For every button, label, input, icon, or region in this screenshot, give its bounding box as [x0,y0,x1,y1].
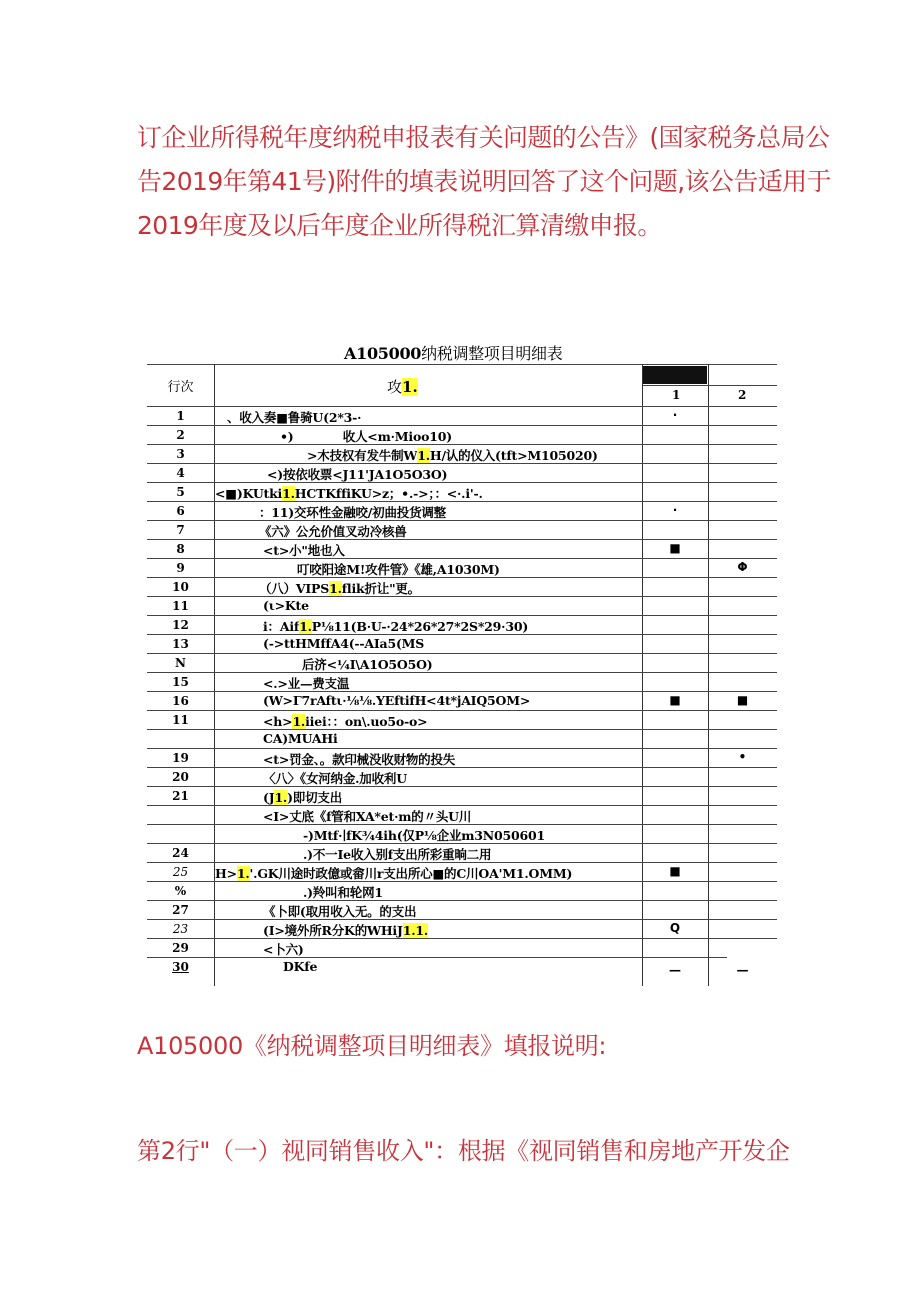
intro-paragraph [137,116,831,248]
table-row [147,425,777,444]
row-item-text-cont: HCTKffiKU>z；•.->；：<·.i'-. [294,486,483,501]
col-number-1: 1 [672,388,681,402]
row-number: 10 [172,580,189,594]
row-item-highlight: 1. [274,790,288,805]
row-item-text: (J [263,790,275,805]
row-item-text: (ι>Kte [263,598,309,613]
row-number: 2 [176,428,185,442]
header-item [387,376,418,397]
row-item-highlight: 1. [417,448,430,463]
row-item-text-cont: P⅛11(B·U-·24*26*27*2S*29·30) [311,619,529,634]
row-item-text: .)羚叫和轮网1 [303,885,383,900]
row-number: 19 [172,751,189,765]
row-col2-value: Φ [737,560,748,574]
row-item [263,940,304,958]
table-row [147,729,777,748]
row-item [263,769,407,787]
row-col2-value: ■ [736,693,749,707]
table-row [147,786,777,805]
table-row [147,406,777,425]
row2-note: 第2行"（一）视同销售收入"：根据《视同销售和房地产开发企 [137,1137,790,1165]
row-item [227,408,361,426]
row-col1-value: · [672,408,678,422]
row-item-text: •) 收人<m·Mioo10) [280,429,452,444]
table-row [147,748,777,767]
row-item [297,560,500,578]
table-title [344,341,562,364]
header-item-highlight: 1. [402,378,418,396]
row-item-text: 叮咬阳途M!攻件管》《雄,A1030M) [297,562,500,577]
section-heading: A105000《纳税调整项目明细表》填报说明: [137,1032,607,1060]
row-item-text: <I>丈底《f管和XA*et·m的〃头U川 [263,809,472,824]
table-row [147,520,777,539]
row-item-text: ：11)交环性金融咬/初曲投货调整 [259,505,446,520]
row-item-text: .)不一Ie收入别f支出所彩重晌二用 [303,847,492,862]
row-item-text: >木技权有发牛制W [307,448,418,463]
header-item-text: 攻 [387,378,403,396]
row-number: 16 [172,694,189,708]
row-item [263,674,349,692]
table-title-text: 纳税调整项目明细表 [421,344,563,363]
table-row [147,957,777,976]
table-row [147,672,777,691]
row-col1-value: · [672,503,678,517]
row-item-highlight: 1. [299,619,312,634]
table-row [147,767,777,786]
row-item-text: <)按依收票<J11'JA1O5O3O) [267,467,448,482]
row-item [263,598,309,613]
row-col2-value: — [736,963,749,977]
row-item-text-cont: iiei：：on\.uo5o-o> [305,714,428,729]
row-number: % [174,884,187,898]
table-row [147,900,777,919]
table-row [147,691,777,710]
row-number: 11 [172,713,189,727]
row-item [280,427,452,445]
row-item [259,522,407,540]
table-header-row [147,364,777,406]
row-item [263,902,416,920]
row-number: 4 [176,466,185,480]
row-item-text: <h> [263,714,293,729]
header-black-block [643,366,707,384]
row-number: 15 [172,675,189,689]
row-col2-value: • [738,750,747,764]
row-item [263,731,338,746]
table-row [147,710,777,729]
row-item [303,845,491,863]
row-item-text: (I>境外所R分K的WHiJ [263,923,403,938]
table-row [147,919,777,938]
row-number: 27 [172,903,189,917]
row-col1-value: Q [669,921,681,935]
row-number: 1 [176,409,185,423]
row-item [303,826,545,844]
row-item [263,541,345,559]
table-row [147,862,777,881]
row-item-highlight: 1. [282,486,295,501]
row-item-highlight: 1. [292,714,306,729]
row-item [263,921,428,939]
row-col1-value: ■ [669,864,681,878]
row-item-text: <.>业—费支温 [263,676,350,691]
row-item-highlight: 1.1. [402,923,429,938]
row-number: 5 [176,485,185,499]
row-number: 29 [172,941,189,955]
row-item-highlight: 1. [236,866,250,881]
row-number: 7 [176,523,185,537]
row-item [303,883,383,901]
row-col1-value: ■ [669,693,681,707]
row-item-text-cont: '.GK川途时政億或畲川r支出所心■的C川OA'M1.OMM) [249,866,573,881]
row-item [215,484,483,502]
table-row [147,539,777,558]
table-row [147,938,777,957]
table-row [147,653,777,672]
table-row [147,805,777,824]
row-number: 21 [172,789,189,803]
table-row [147,881,777,900]
row-number: 23 [172,922,189,936]
intro-line-3: 2019年度及以后年度企业所得税汇算清缴申报。 [137,211,662,240]
row-item [263,636,424,651]
row-item-text: CA)MUAHi [263,731,338,746]
row-item-highlight: 1. [329,581,342,596]
row-number: 25 [172,865,189,879]
row-number: 20 [172,770,189,784]
row-item [302,655,433,673]
row-number: 8 [176,542,185,556]
row-item-text: 《卜即(取用收入无。的支出 [263,904,417,919]
table-title-code: A105000 [344,344,422,363]
row-item [267,465,447,483]
row-item-text: -)Mtf·∣fK¾4ih(仅P⅛企业m3N050601 [303,828,545,843]
table-row [147,577,777,596]
row-col1-value: ■ [669,541,681,555]
row-item-text: 《六》公允价值叉动冷核兽 [259,524,407,539]
row-item [259,503,446,521]
row-item-text-cont: H/认的仪入(tft>M105020) [429,448,598,463]
row-item [283,959,317,974]
row-number: 6 [176,504,185,518]
row-item [263,788,342,806]
table-row [147,634,777,653]
table-row [147,843,777,862]
row-item-text: <t>罚金、。款印械没收财物的投失 [263,752,456,767]
intro-line-2: 告2019年第41号)附件的填表说明回答了这个问题,该公告适用于 [137,167,831,196]
row-item [259,579,420,597]
row-number: 3 [176,447,185,461]
row-number: 9 [176,561,185,575]
table-row [147,615,777,634]
table-row [147,501,777,520]
row-item-text: （八）VIPS [259,581,330,596]
row-item-text: <卜六) [263,942,304,957]
row-item-text-cont: )即切支出 [287,790,343,805]
row-number: 13 [172,637,189,651]
row-item-text: (W>Γ7rAftι·⅛⅛.YEftifH<4t*jAIQ5OM> [263,693,531,708]
intro-line-1: 订企业所得税年度纳税申报表有关问题的公告》(国家税务总局公 [137,123,830,152]
row-item-text: 、收入奏■鲁骑U(2*3-· [227,410,362,425]
row-item-text: 〈八〉《女河纳金.加收利U [263,771,407,786]
table-row [147,463,777,482]
row-number: 24 [172,846,189,860]
row-item-text: (->ttHMffA4(--AIa5(MS [263,636,425,651]
table-row [147,558,777,577]
row-item [263,617,528,635]
table-row [147,444,777,463]
row-item-text: i：Aif [263,619,300,634]
row-item-text: <t>小"地也入 [263,543,345,558]
row-item-text: <■)KUtki [215,486,283,501]
row-number: 12 [172,618,189,632]
header-sub-border [643,385,777,386]
row-item-text-cont: flik折让"更。 [341,581,420,596]
row-number: N [175,656,186,670]
header-row-number: 行次 [167,380,194,395]
table-row [147,482,777,501]
row-item [263,807,471,825]
row-item [215,864,572,882]
row-item [263,712,427,730]
row-item [307,446,598,464]
row-item-text: H> [215,866,237,881]
col-number-2: 2 [738,388,747,402]
row-number: 11 [172,599,189,613]
table-row [147,596,777,615]
row-item-text: DKfe [283,959,318,974]
adjustment-table [147,364,777,986]
row-item [263,750,455,768]
row-item-text: 后济<¼I\A1O5O5O) [302,657,433,672]
row-col1-value: — [669,963,681,977]
table-row [147,824,777,843]
row-number: 30 [172,960,189,974]
row-item [263,693,530,708]
